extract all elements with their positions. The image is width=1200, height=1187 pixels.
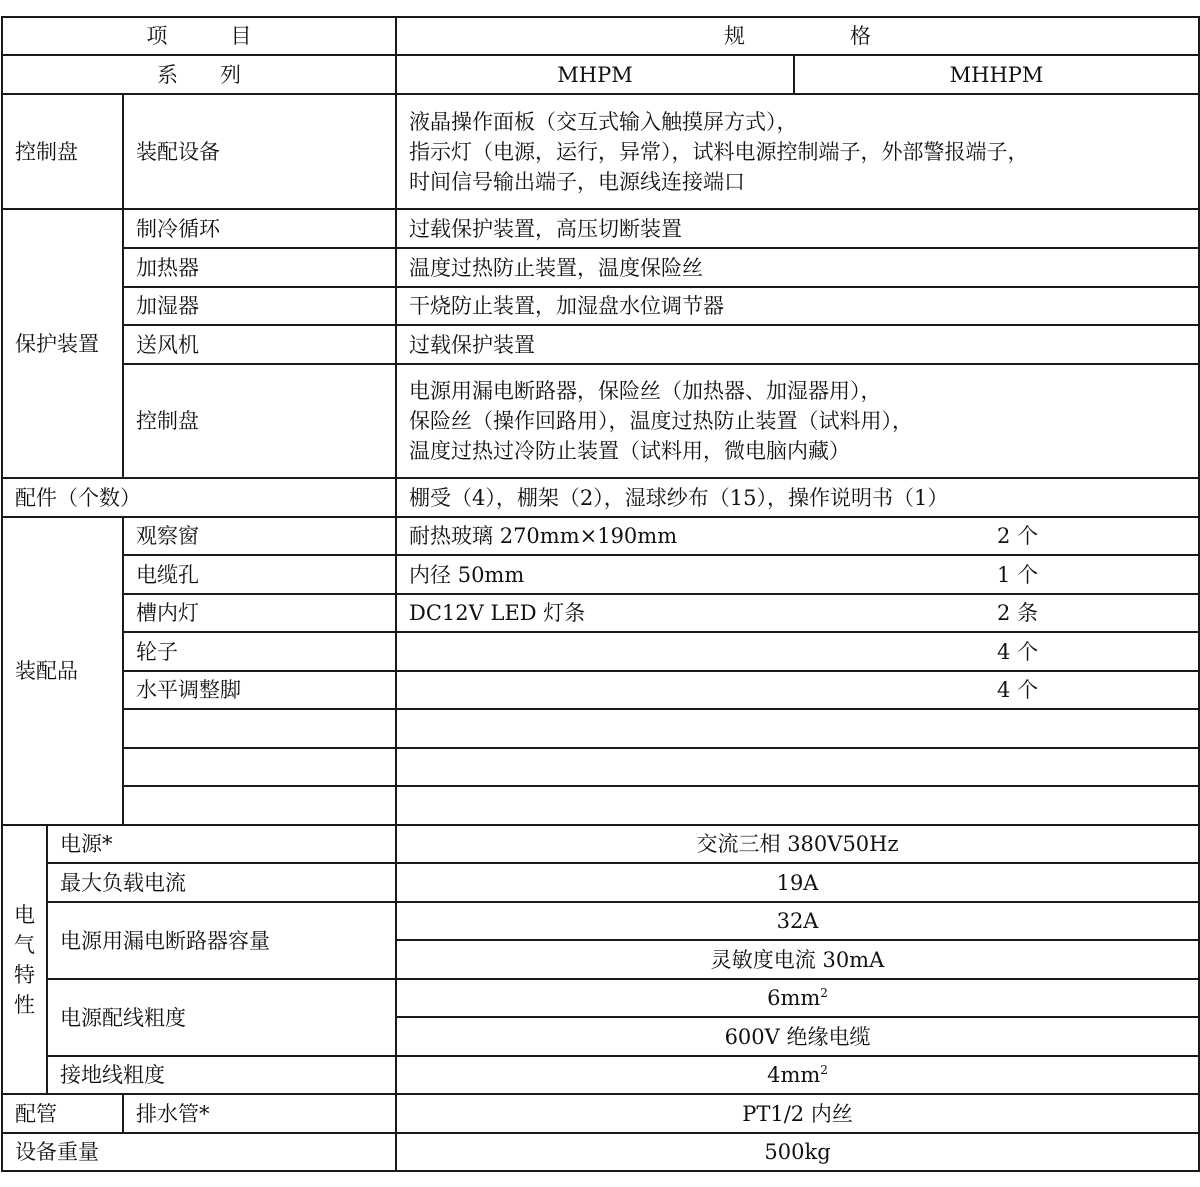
header-series-label: 系 列 <box>2 55 396 94</box>
weight-value: 500kg <box>396 1133 1199 1171</box>
equipment-item: 观察窗 <box>123 517 396 555</box>
breaker-sensitivity: 灵敏度电流 30mA <box>396 940 1199 979</box>
wiring-size <box>396 979 1199 1017</box>
spec-line: 电源用漏电断路器，保险丝（加热器、加湿器用）， <box>409 379 882 403</box>
equipment-item: 水平调整脚 <box>123 671 396 709</box>
equipment-item: 电缆孔 <box>123 555 396 594</box>
power-value: 交流三相 380V50Hz <box>396 825 1199 863</box>
spec-line: 指示灯（电源，运行，异常），试料电源控制端子，外部警报端子， <box>409 139 1029 164</box>
equipment-spec <box>396 671 1199 709</box>
equipment-spec-text: 内径 50mm <box>409 562 525 587</box>
piping-item: 排水管* <box>123 1094 396 1133</box>
empty-cell <box>396 748 1199 786</box>
equipment-spec <box>396 594 1199 632</box>
ground-size <box>396 1056 1199 1094</box>
equipment-item: 槽内灯 <box>123 594 396 632</box>
breaker-label: 电源用漏电断路器容量 <box>47 902 396 979</box>
piping-group: 配管 <box>2 1094 123 1133</box>
accessories-spec: 棚受（4），棚架（2），湿球纱布（15），操作说明书（1） <box>396 478 1199 517</box>
model-mhhpm: MHHPM <box>794 55 1199 94</box>
wiring-size-exponent: 2 <box>820 986 828 1000</box>
protection-item: 加热器 <box>123 248 396 287</box>
power-label: 电源* <box>47 825 396 863</box>
protection-item: 制冷循环 <box>123 209 396 248</box>
empty-cell <box>123 748 396 786</box>
control-panel-group: 控制盘 <box>2 94 123 209</box>
equipment-qty: 1 个 <box>997 562 1039 587</box>
ground-size-value: 4mm <box>767 1063 821 1087</box>
equipment-group: 装配品 <box>2 517 123 825</box>
weight-label: 设备重量 <box>2 1133 396 1171</box>
equipment-spec-text: 耐热玻璃 270mm×190mm <box>409 524 678 548</box>
ground-label: 接地线粗度 <box>47 1056 396 1094</box>
breaker-capacity: 32A <box>396 902 1199 940</box>
equipment-spec-text: DC12V LED 灯条 <box>409 601 586 625</box>
electrical-group-char: 特 <box>14 962 35 987</box>
protection-spec: 干烧防止装置，加湿盘水位调节器 <box>396 287 1199 325</box>
equipment-spec <box>396 632 1199 671</box>
equipment-item: 轮子 <box>123 632 396 671</box>
max-current-label: 最大负载电流 <box>47 863 396 902</box>
control-panel-spec <box>396 94 1199 209</box>
protection-spec: 温度过热防止装置，温度保险丝 <box>396 248 1199 287</box>
equipment-qty: 4 个 <box>997 639 1039 664</box>
protection-item: 加湿器 <box>123 287 396 325</box>
protection-panel-spec <box>396 364 1199 478</box>
protection-item: 送风机 <box>123 325 396 364</box>
ground-size-exponent: 2 <box>820 1063 828 1077</box>
model-mhpm: MHPM <box>396 55 794 94</box>
accessories-label: 配件（个数） <box>2 478 396 517</box>
equipment-qty: 2 条 <box>997 601 1039 625</box>
equipment-spec <box>396 517 1199 555</box>
electrical-group-char: 电 <box>14 902 35 927</box>
equipment-qty: 2 个 <box>997 524 1039 548</box>
wiring-cable: 600V 绝缘电缆 <box>396 1017 1199 1056</box>
piping-spec: PT1/2 内丝 <box>396 1094 1199 1133</box>
protection-spec: 过载保护装置，高压切断装置 <box>396 209 1199 248</box>
spec-line: 保险丝（操作回路用），温度过热防止装置（试料用）， <box>409 409 914 433</box>
protection-group: 保护装置 <box>2 209 123 478</box>
empty-cell <box>396 786 1199 825</box>
wiring-size-value: 6mm <box>767 986 821 1010</box>
wiring-label: 电源配线粗度 <box>47 979 396 1056</box>
spec-line: 液晶操作面板（交互式输入触摸屏方式）， <box>409 109 798 134</box>
protection-panel-item: 控制盘 <box>123 364 396 478</box>
electrical-group <box>2 825 47 1094</box>
electrical-group-char: 气 <box>14 932 35 957</box>
empty-cell <box>396 709 1199 748</box>
equipment-qty: 4 个 <box>997 678 1039 702</box>
spec-line: 温度过热过冷防止装置（试料用，微电脑内藏） <box>409 439 851 463</box>
empty-cell <box>123 709 396 748</box>
spec-table <box>1 16 1200 1172</box>
max-current-value: 19A <box>396 863 1199 902</box>
header-item-label: 项 目 <box>2 17 396 55</box>
spec-line: 时间信号输出端子，电源线连接端口 <box>409 169 746 194</box>
empty-cell <box>123 786 396 825</box>
equipment-spec <box>396 555 1199 594</box>
control-panel-item: 装配设备 <box>123 94 396 209</box>
protection-spec: 过载保护装置 <box>396 325 1199 364</box>
header-spec-label: 规 格 <box>396 17 1199 55</box>
electrical-group-char: 性 <box>14 992 35 1017</box>
